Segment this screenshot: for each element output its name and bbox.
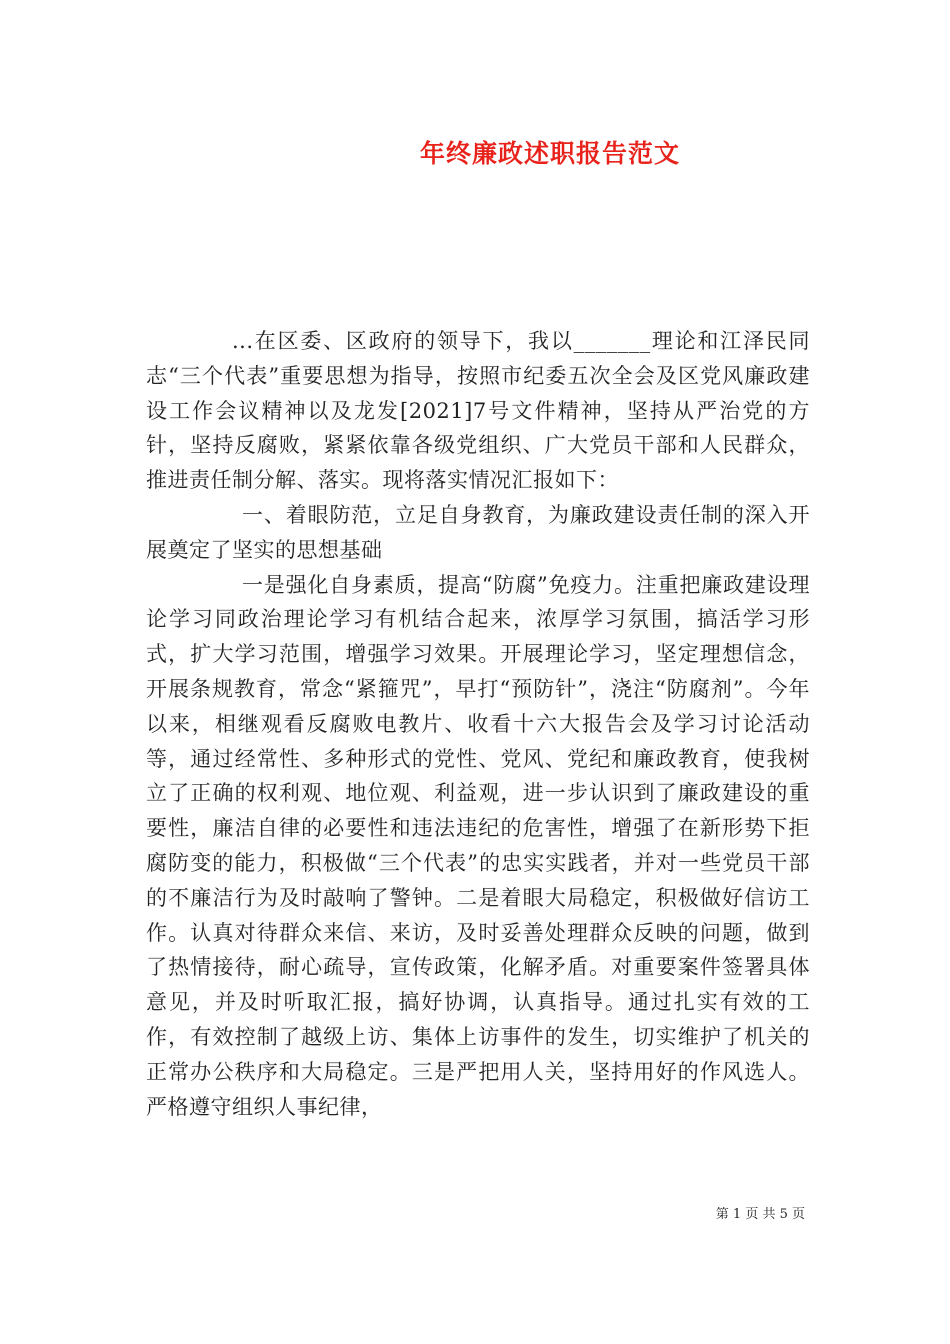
paragraph-section-body: 一是强化自身素质，提高“防腐”免疫力。注重把廉政建设理论学习同政治理论学习有机结合起来，浓厚学习氛围，搞活学习形式，扩大学习范围，增强学习效果。开展理论学习，坚定理想信念，开展条规教育，常念“紧箍咒”，早打“预防针”，浇注“防腐剂”。今年以来，相继观看反腐败电教片、收看十六大报告会及学习讨论活动等，通过经常性、多种形式的党性、党风、党纪和廉政教育，使我树立了正确的权利观、地位观、利益观，进一步认识到了廉政建设的重要性，廉洁自律的必要性和违法违纪的危害性，增强了在新形势下拒腐防变的能力，积极做“三个代表”的忠实实践者，并对一些党员干部的不廉洁行为及时敲响了警钟。二是着眼大局稳定，积极做好信访工作。认真对待群众来信、来访，及时妥善处理群众反映的问题，做到了热情接待，耐心疏导，宣传政策，化解矛盾。对重要案件签署具体意见，并及时听取汇报，搞好协调，认真指导。通过扎实有效的工作，有效控制了越级上访、集体上访事件的发生，切实维护了机关的正常办公秩序和大局稳定。三是严把用人关，坚持用好的作风选人。严格遵守组织人事纪律， bbox=[146, 572, 810, 1119]
document-title: 年终廉政述职报告范文 bbox=[419, 139, 680, 168]
page-footer: 第 1 页 共 5 页 bbox=[715, 1207, 805, 1222]
paragraph-section-heading: 一、着眼防范，立足自身教育，为廉政建设责任制的深入开展奠定了坚实的思想基础 bbox=[146, 502, 810, 562]
paragraph-intro: ...在区委、区政府的领导下，我以_______理论和江泽民同志“三个代表”重要思想为指导，按照市纪委五次全会及区党风廉政建设工作会议精神以及龙发[2021]7号文件精神，坚持从严治党的方针，坚持反腐败，紧紧依靠各级党组织、广大党员干部和人民群众，推进责任制分解、落实。现将落实情况汇报如下： bbox=[146, 329, 810, 493]
document-body bbox=[146, 324, 810, 1124]
